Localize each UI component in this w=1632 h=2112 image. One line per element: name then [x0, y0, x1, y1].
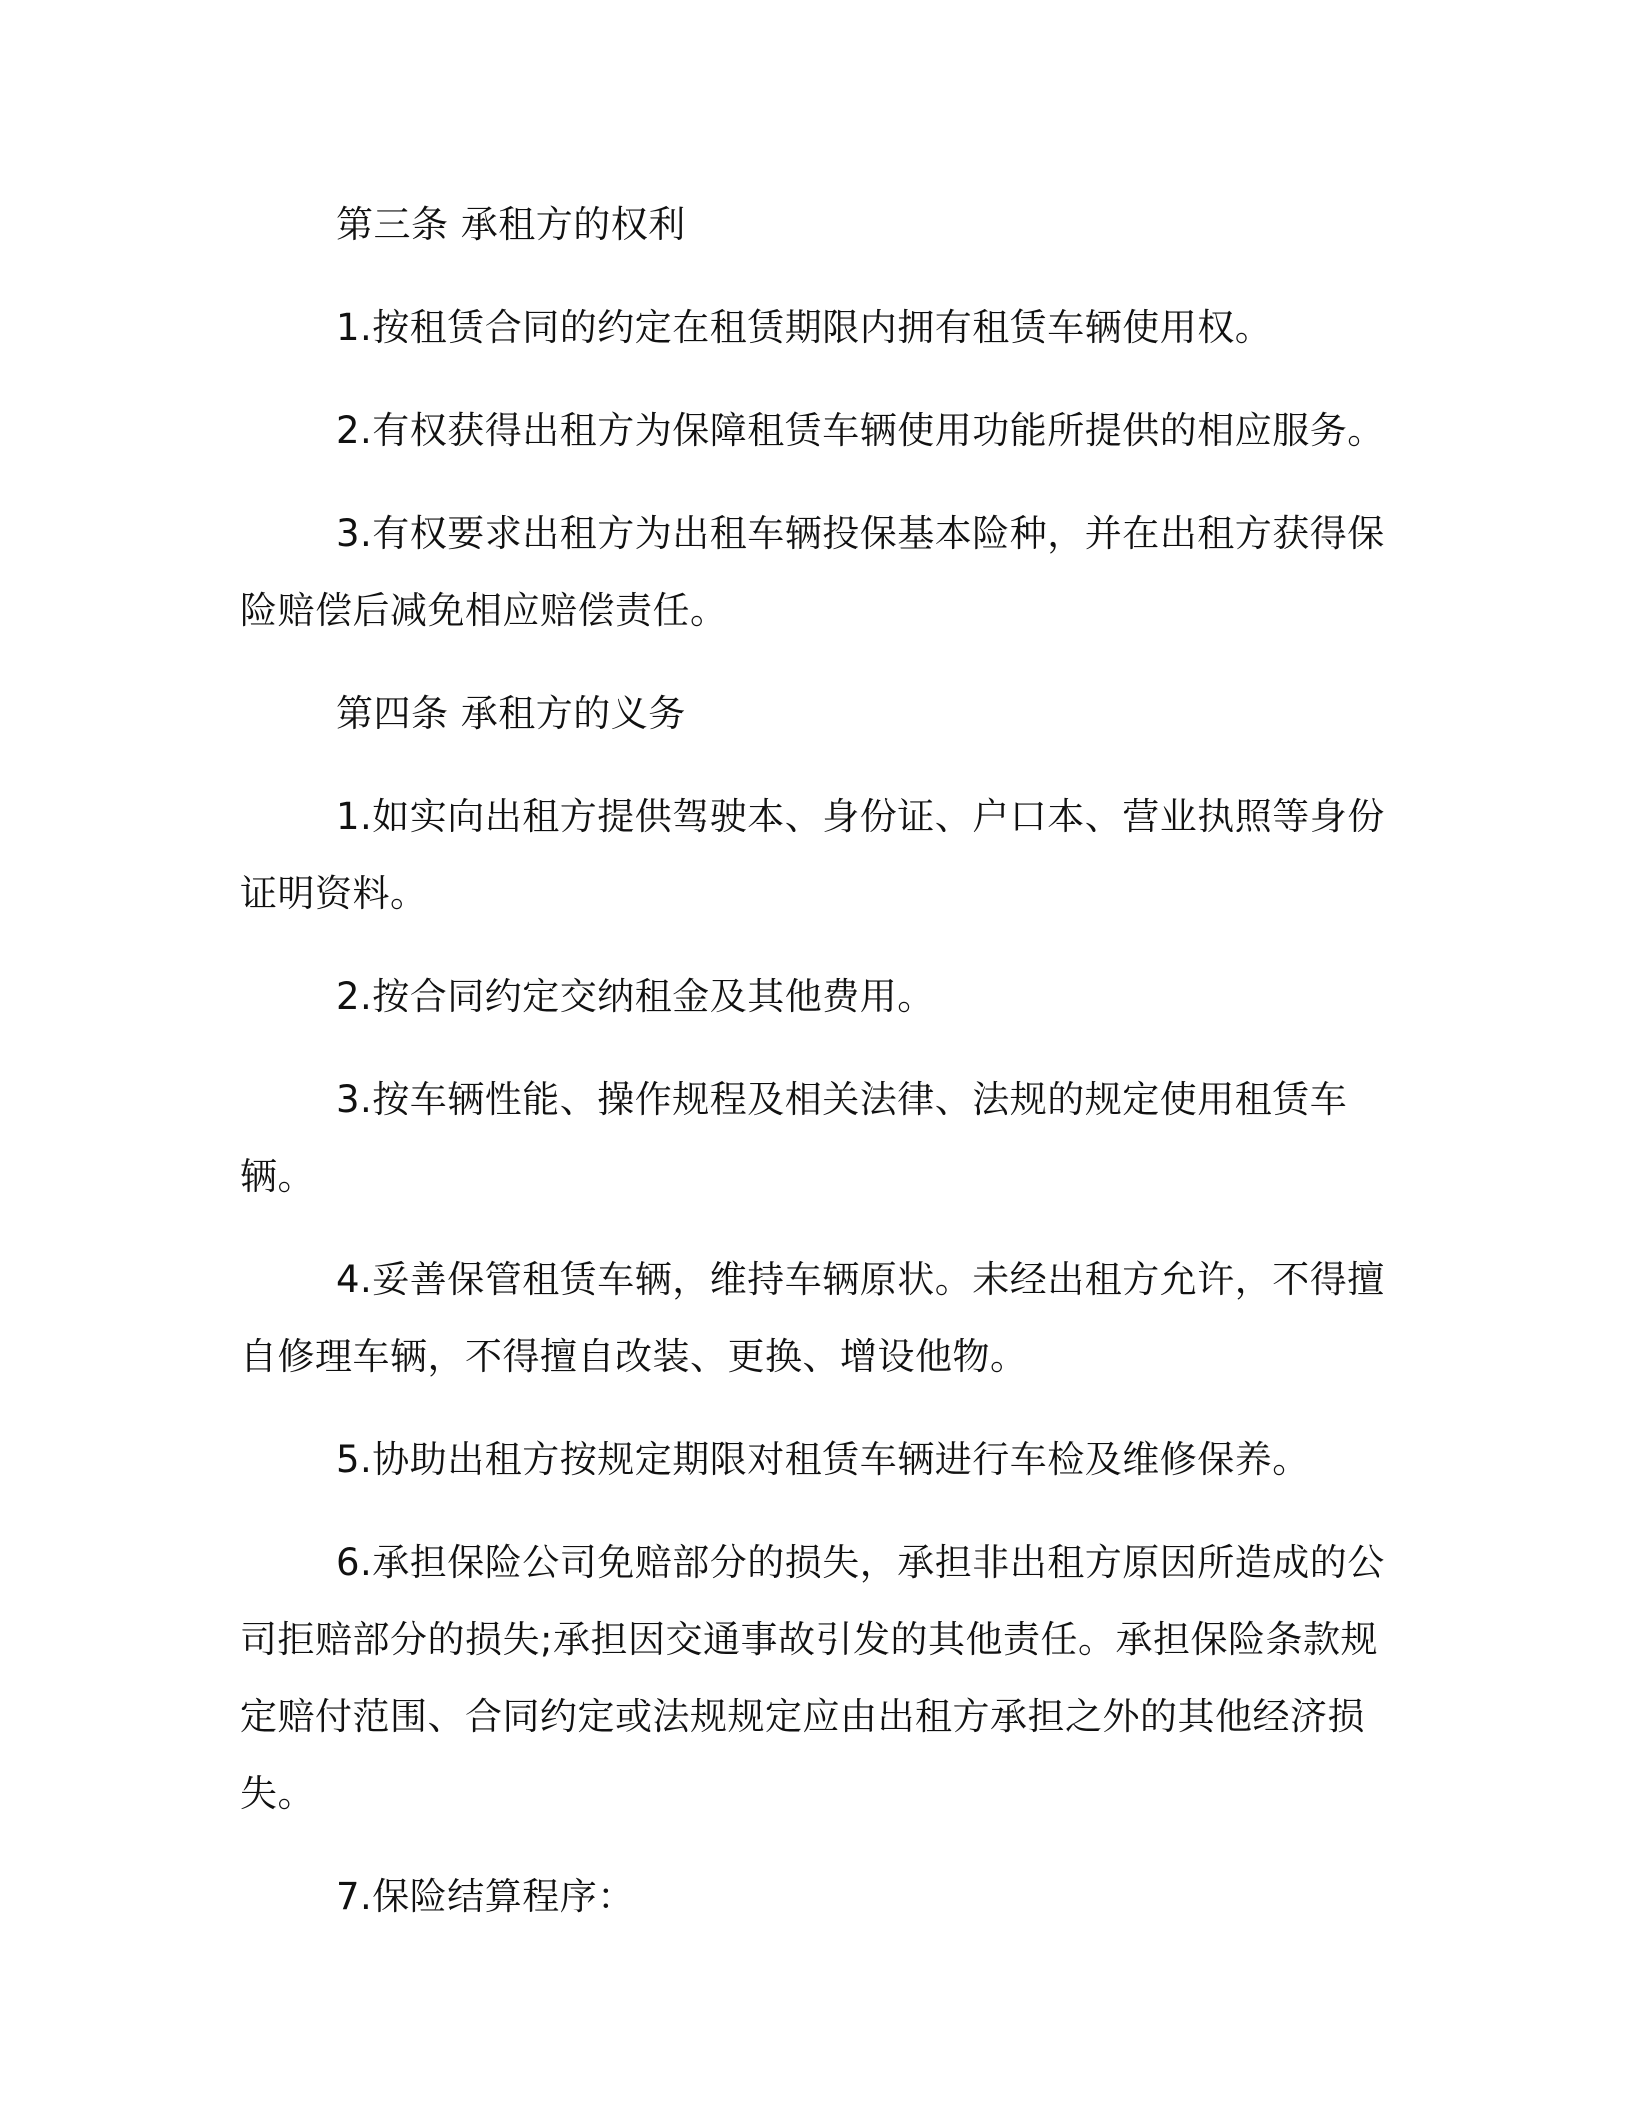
article-4-item-7: 7.保险结算程序： [336, 1875, 635, 1918]
article-3-item-1: 1.按租赁合同的约定在租赁期限内拥有租赁车辆使用权。 [336, 306, 1273, 349]
article-4-item-4: 4.妥善保管租赁车辆，维持车辆原状。未经出租方允许，不得擅自修理车辆，不得擅自改装、更换、增设他物。 [240, 1258, 1385, 1378]
article-3-item-3: 3.有权要求出租方为出租车辆投保基本险种，并在出租方获得保险赔偿后减免相应赔偿责任。 [240, 512, 1385, 632]
article-3-item-2: 2.有权获得出租方为保障租赁车辆使用功能所提供的相应服务。 [336, 409, 1385, 452]
article-4-item-2: 2.按合同约定交纳租金及其他费用。 [336, 975, 935, 1018]
document-body [240, 186, 1400, 1961]
article-4-heading: 第四条 承租方的义务 [336, 692, 686, 735]
article-3-heading: 第三条 承租方的权利 [336, 203, 686, 246]
article-4-item-6: 6.承担保险公司免赔部分的损失，承担非出租方原因所造成的公司拒赔部分的损失;承担因交通事故引发的其他责任。承担保险条款规定赔付范围、合同约定或法规规定应由出租方承担之外的其他经济损失。 [240, 1541, 1385, 1815]
article-4-item-5: 5.协助出租方按规定期限对租赁车辆进行车检及维修保养。 [336, 1438, 1310, 1481]
article-4-item-1: 1.如实向出租方提供驾驶本、身份证、户口本、营业执照等身份证明资料。 [240, 795, 1385, 915]
article-4-item-3: 3.按车辆性能、操作规程及相关法律、法规的规定使用租赁车辆。 [240, 1078, 1348, 1198]
